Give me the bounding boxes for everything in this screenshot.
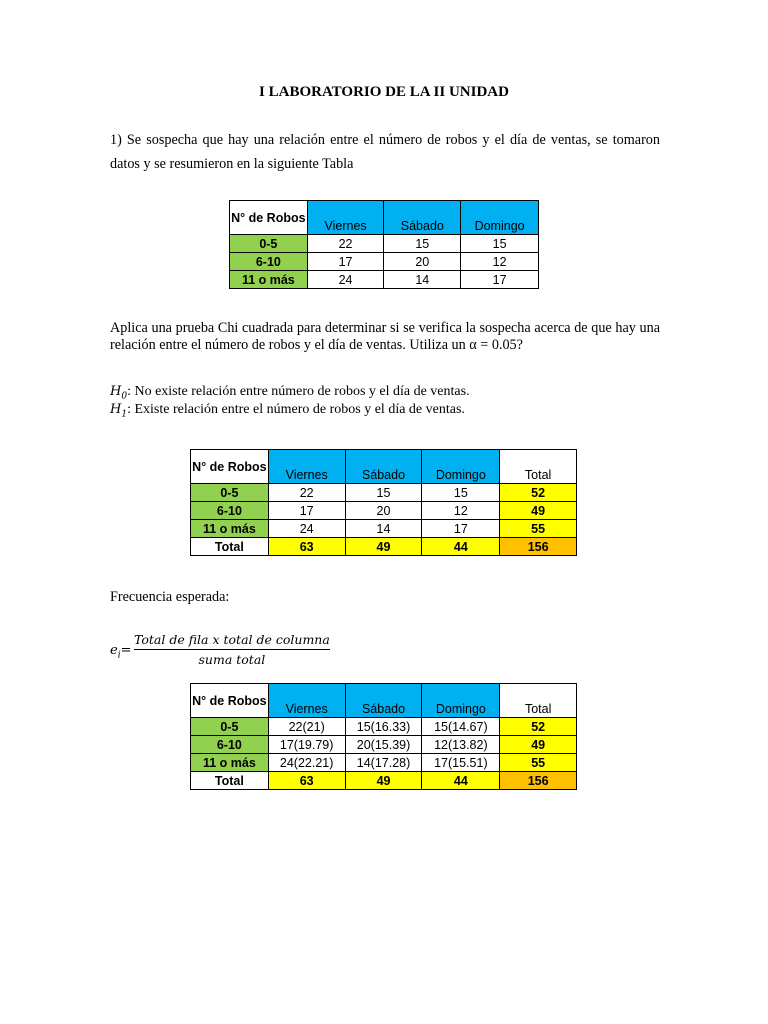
header-viernes: Viernes [268, 450, 345, 484]
observed-table [229, 200, 539, 289]
header-robos: N° de Robos [191, 450, 269, 484]
header-sabado: Sábado [345, 450, 422, 484]
table-row [191, 718, 577, 736]
row-label: 0-5 [230, 235, 308, 253]
cell: 24(22.21) [268, 754, 345, 772]
row-total: 49 [500, 502, 577, 520]
table-row [191, 484, 577, 502]
expected-table [190, 683, 577, 790]
null-hypothesis: $H_0$: No existe relación entre número de robos y el día de ventas. [110, 384, 470, 402]
row-label: 11 o más [191, 520, 269, 538]
cell: 24 [307, 271, 384, 289]
column-total: 44 [422, 538, 500, 556]
document-title: I LABORATORIO DE LA II UNIDAD [259, 84, 509, 100]
cell: 17 [461, 271, 539, 289]
header-viernes: Viernes [268, 684, 345, 718]
cell: 12(13.82) [422, 736, 500, 754]
cell: 15 [345, 484, 422, 502]
row-label: 11 o más [230, 271, 308, 289]
cell: 24 [268, 520, 345, 538]
cell: 22(21) [268, 718, 345, 736]
instruction-text: Aplica una prueba Chi cuadrada para determinar si se verifica la sospecha acerca de que hay una relación entre el número de robos y el día de ventas. Utiliza un α = 0.05? [110, 320, 660, 353]
column-total: 49 [345, 772, 422, 790]
row-label: 6-10 [191, 502, 269, 520]
column-total: 63 [268, 772, 345, 790]
cell: 15(16.33) [345, 718, 422, 736]
header-domingo: Domingo [461, 201, 539, 235]
row-label: 6-10 [191, 736, 269, 754]
row-total: 49 [500, 736, 577, 754]
alt-hypothesis: $H_1$: Existe relación entre el número de robos y el día de ventas. [110, 402, 465, 420]
formula-numerator: Total de fila x total de columna [134, 632, 330, 650]
column-total: 44 [422, 772, 500, 790]
row-label: 0-5 [191, 484, 269, 502]
cell: 17 [307, 253, 384, 271]
grand-total: 156 [500, 538, 577, 556]
grand-total: 156 [500, 772, 577, 790]
row-total: 52 [500, 484, 577, 502]
cell: 15 [384, 235, 461, 253]
cell: 12 [461, 253, 539, 271]
total-label: Total [191, 772, 269, 790]
header-domingo: Domingo [422, 684, 500, 718]
column-total: 63 [268, 538, 345, 556]
cell: 15 [461, 235, 539, 253]
row-total: 55 [500, 754, 577, 772]
table-row [191, 520, 577, 538]
cell: 15(14.67) [422, 718, 500, 736]
total-label: Total [191, 538, 269, 556]
row-label: 0-5 [191, 718, 269, 736]
header-robos: N° de Robos [230, 201, 308, 235]
header-total: Total [500, 450, 577, 484]
cell: 20(15.39) [345, 736, 422, 754]
totals-table [190, 449, 577, 556]
cell: 15 [422, 484, 500, 502]
total-row [191, 772, 577, 790]
header-sabado: Sábado [384, 201, 461, 235]
cell: 17 [422, 520, 500, 538]
cell: 17(15.51) [422, 754, 500, 772]
cell: 17 [268, 502, 345, 520]
header-total: Total [500, 684, 577, 718]
row-label: 11 o más [191, 754, 269, 772]
row-label: 6-10 [230, 253, 308, 271]
table-row [191, 754, 577, 772]
cell: 20 [345, 502, 422, 520]
row-total: 55 [500, 520, 577, 538]
table-row [230, 253, 539, 271]
total-row [191, 538, 577, 556]
cell: 22 [307, 235, 384, 253]
cell: 14(17.28) [345, 754, 422, 772]
header-sabado: Sábado [345, 684, 422, 718]
table-row [191, 502, 577, 520]
cell: 12 [422, 502, 500, 520]
cell: 17(19.79) [268, 736, 345, 754]
header-robos: N° de Robos [191, 684, 269, 718]
cell: 20 [384, 253, 461, 271]
header-viernes: Viernes [307, 201, 384, 235]
formula-denominator: suma total [198, 652, 266, 667]
table-row [230, 235, 539, 253]
expected-frequency-label: Frecuencia esperada: [110, 589, 230, 605]
table-row [191, 736, 577, 754]
cell: 22 [268, 484, 345, 502]
cell: 14 [345, 520, 422, 538]
header-domingo: Domingo [422, 450, 500, 484]
problem-statement: 1) Se sospecha que hay una relación entre el número de robos y el día de ventas, se tomaron datos y se resumieron en la siguiente Tabla [110, 132, 660, 172]
row-total: 52 [500, 718, 577, 736]
table-row [230, 271, 539, 289]
column-total: 49 [345, 538, 422, 556]
cell: 14 [384, 271, 461, 289]
